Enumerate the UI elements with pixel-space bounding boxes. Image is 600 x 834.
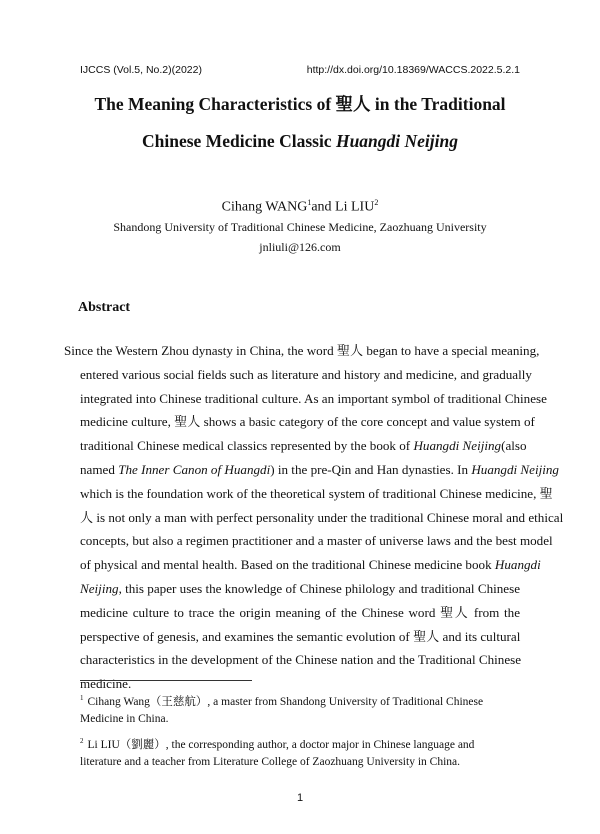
page-number: 1 bbox=[296, 792, 304, 804]
abstract-line: Since the Western Zhou dynasty in China, the word 聖人 began to have a special meaning, bbox=[64, 343, 540, 359]
footnote-1 bbox=[80, 688, 520, 730]
abstract-line: Neijing, this paper uses the knowledge of Chinese philology and traditional Chinese bbox=[80, 580, 521, 596]
paper-title-line-2 bbox=[80, 130, 520, 152]
running-header bbox=[80, 64, 520, 80]
author-1-footnote-mark: 1 bbox=[307, 198, 312, 207]
footnote-number: 1 bbox=[80, 694, 84, 702]
doi-link[interactable]: http://dx.doi.org/10.18369/WACCS.2022.5.2.1 bbox=[306, 64, 520, 76]
abstract-line: medicine culture to trace the origin meaning of the Chinese word 聖人 from the bbox=[80, 604, 521, 621]
author-line bbox=[80, 198, 520, 216]
author-email[interactable]: jnliuli@126.com bbox=[259, 240, 341, 254]
abstract-line: perspective of genesis, and examines the semantic evolution of 聖人 and its cultural bbox=[80, 628, 521, 645]
abstract-line: concepts, but also a regimen practitioner and a master of universe laws and the best model bbox=[80, 533, 553, 549]
abstract-line: medicine culture, 聖人 shows a basic category of the core concept and value system of bbox=[80, 414, 535, 431]
footnote-text: literature and a teacher from Literature College of Zaozhuang University in China. bbox=[80, 756, 460, 768]
abstract-line: 人 is not only a man with perfect personality under the traditional Chinese moral and ethical bbox=[80, 509, 564, 526]
title-cjk-term: 聖人 bbox=[335, 95, 371, 115]
affiliation: Shandong University of Traditional Chinese Medicine, Zaozhuang University bbox=[113, 220, 487, 234]
author-2: and Li LIU bbox=[311, 199, 375, 215]
author-2-footnote-mark: 2 bbox=[374, 198, 379, 207]
abstract-line: characteristics in the development of the Chinese nation and the Traditional Chinese bbox=[80, 652, 522, 668]
abstract-line: medicine. bbox=[80, 676, 132, 692]
title-text: in the Traditional bbox=[370, 94, 506, 114]
abstract-line: named The Inner Canon of Huangdi) in the pre-Qin and Han dynasties. In Huangdi Neijing bbox=[80, 461, 559, 477]
abstract-heading: Abstract bbox=[78, 300, 131, 315]
title-book-name: Huangdi Neijing bbox=[335, 131, 458, 151]
author-1: Cihang WANG bbox=[221, 199, 308, 215]
abstract-line: entered various social fields such as literature and history and medicine, and gradually bbox=[80, 366, 532, 382]
abstract-line: which is the foundation work of the theoretical system of traditional Chinese medicine, 聖 bbox=[80, 485, 553, 502]
abstract-line: of physical and mental health. Based on the traditional Chinese medicine book Huangdi bbox=[80, 557, 541, 573]
title-text: The Meaning Characteristics of bbox=[94, 94, 336, 114]
abstract-body bbox=[64, 339, 564, 696]
footnote-divider bbox=[80, 680, 252, 681]
footnote-text: Medicine in China. bbox=[80, 713, 169, 725]
footnote-2 bbox=[80, 731, 520, 773]
footnote-number: 2 bbox=[80, 737, 84, 745]
footnote-text: Li LIU（劉麗）, the corresponding author, a doctor major in Chinese language and bbox=[87, 738, 475, 751]
footnote-text: Cihang Wang（王慈航）, a master from Shandong University of Traditional Chinese bbox=[87, 695, 484, 708]
abstract-line: traditional Chinese medical classics represented by the book of Huangdi Neijing(also bbox=[80, 438, 527, 454]
paper-title-line-1 bbox=[80, 93, 520, 116]
title-text: Chinese Medicine Classic bbox=[142, 131, 336, 151]
journal-citation: IJCCS (Vol.5, No.2)(2022) bbox=[80, 64, 202, 76]
abstract-line: integrated into Chinese traditional culture. As an important symbol of traditional Chinese bbox=[80, 390, 547, 406]
